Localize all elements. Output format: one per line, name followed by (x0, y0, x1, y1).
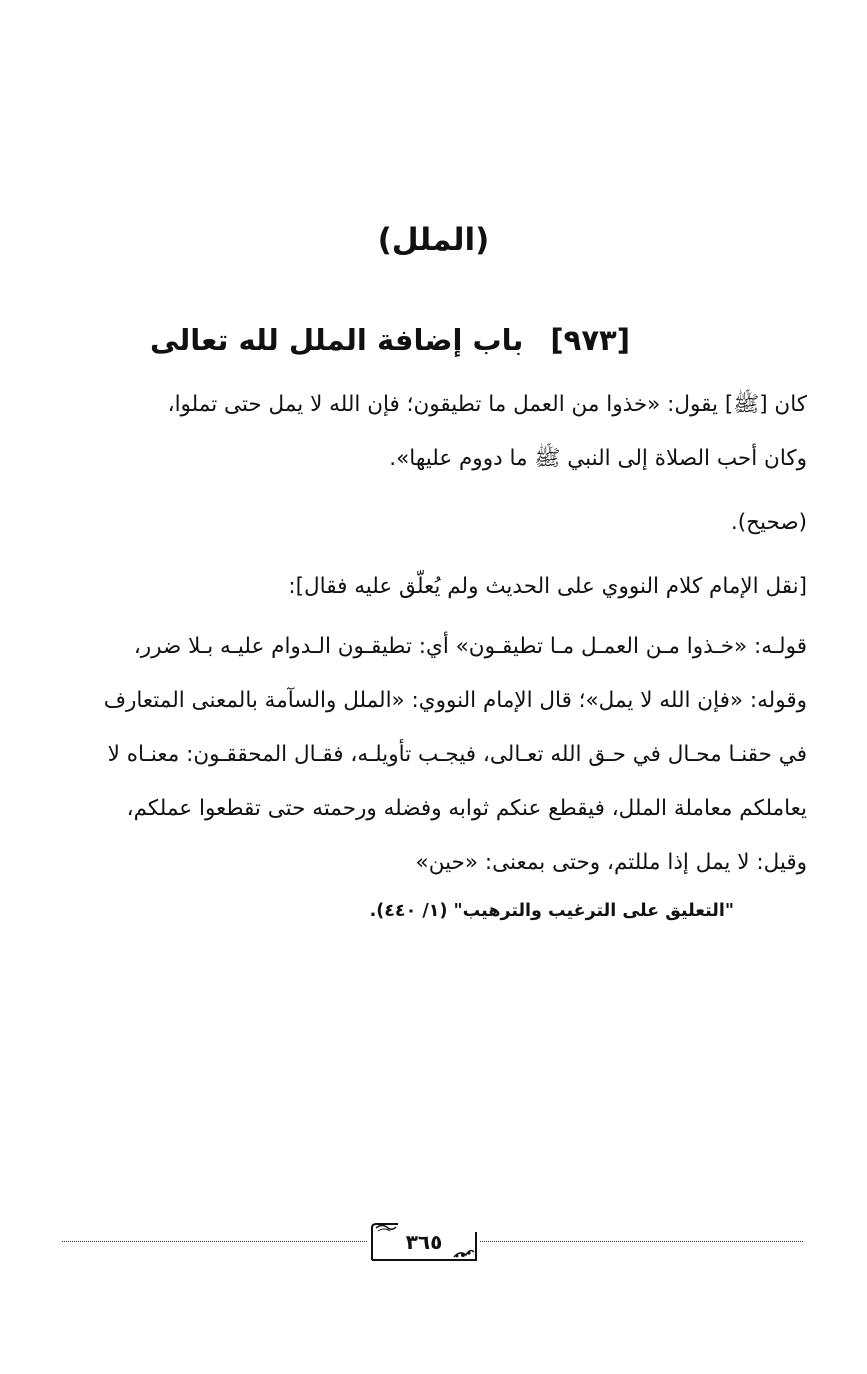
hadith-grade (62, 496, 807, 550)
grade-text: (صحيح). (730, 510, 807, 535)
page-number: ٣٦٥ (405, 1230, 443, 1254)
commentary-line: وقيل: لا يمل إذا مللتم، وحتى بمعنى: «حين» (415, 850, 807, 875)
hadith-line: كان [ﷺ] يقول: «خذوا من العمل ما تطيقون؛ فإن الله لا يمل حتى تملوا، (167, 392, 807, 417)
chapter-number: [٩٧٣] (550, 323, 630, 357)
source-reference: "التعليق على الترغيب والترهيب" (١/ ٤٤٠). (369, 901, 734, 921)
chapter-heading (150, 318, 630, 362)
hadith-text (62, 378, 807, 486)
footer-divider-right (480, 1241, 803, 1242)
commentary-line: يعاملكم معاملة الملل، فيقطع عنكم ثوابه وفضله ورحمته حتى تقطعوا عملكم، (126, 796, 807, 821)
footer-divider-left (62, 1241, 367, 1242)
page-footer (62, 1218, 803, 1266)
editor-note (62, 560, 807, 614)
commentary-line: في حقنـا محـال في حـق الله تعـالى، فيجـب تأويلـه، فقـال المحققـون: معنـاه لا (107, 742, 807, 767)
hadith-line: وكان أحب الصلاة إلى النبي ﷺ ما دووم عليها». (389, 446, 807, 471)
section-title: (الملل) (377, 222, 490, 258)
page-number-frame (368, 1222, 480, 1262)
editor-note-text: [نقل الإمام كلام النووي على الحديث ولم يُعلّق عليه فقال]: (288, 574, 807, 599)
chapter-title: باب إضافة الملل لله تعالى (150, 323, 524, 357)
commentary-text (62, 620, 807, 890)
commentary-line: وقوله: «فإن الله لا يمل»؛ قال الإمام النووي: «الملل والسآمة بالمعنى المتعارف (103, 688, 807, 713)
commentary-line: قولـه: «خـذوا مـن العمـل مـا تطيقـون» أي: تطيقـون الـدوام عليـه بـلا ضرر، (133, 634, 807, 659)
